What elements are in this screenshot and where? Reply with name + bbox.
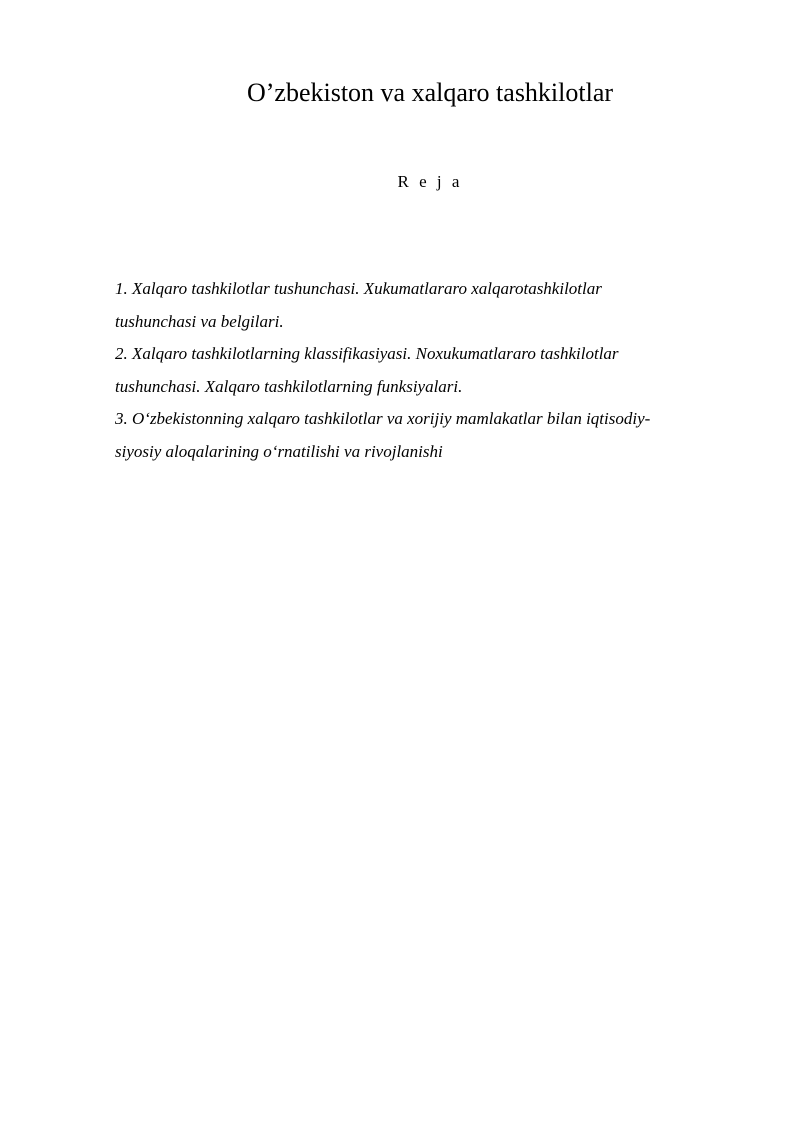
plan-line: tushunchasi va belgilari.	[115, 311, 284, 331]
plan-line: 2. Xalqaro tashkilotlarning klassifikasiyasi. Noxukumatlararo tashkilotlar	[115, 344, 619, 363]
document-title: O’zbekiston va xalqaro tashkilotlar	[246, 78, 614, 107]
plan-line: siyosiy aloqalarining o‘rnatilishi va rivojlanishi	[115, 441, 443, 461]
plan-line: tushunchasi. Xalqaro tashkilotlarning funksiyalari.	[115, 376, 463, 396]
plan-heading: R e j a	[397, 172, 463, 191]
plan-line: 1. Xalqaro tashkilotlar tushunchasi. Xukumatlararo xalqarotashkilotlar	[115, 279, 602, 298]
plan-list	[115, 273, 715, 468]
plan-line: 3. O‘zbekistonning xalqaro tashkilotlar va xorijiy mamlakatlar bilan iqtisodiy-	[115, 409, 651, 428]
